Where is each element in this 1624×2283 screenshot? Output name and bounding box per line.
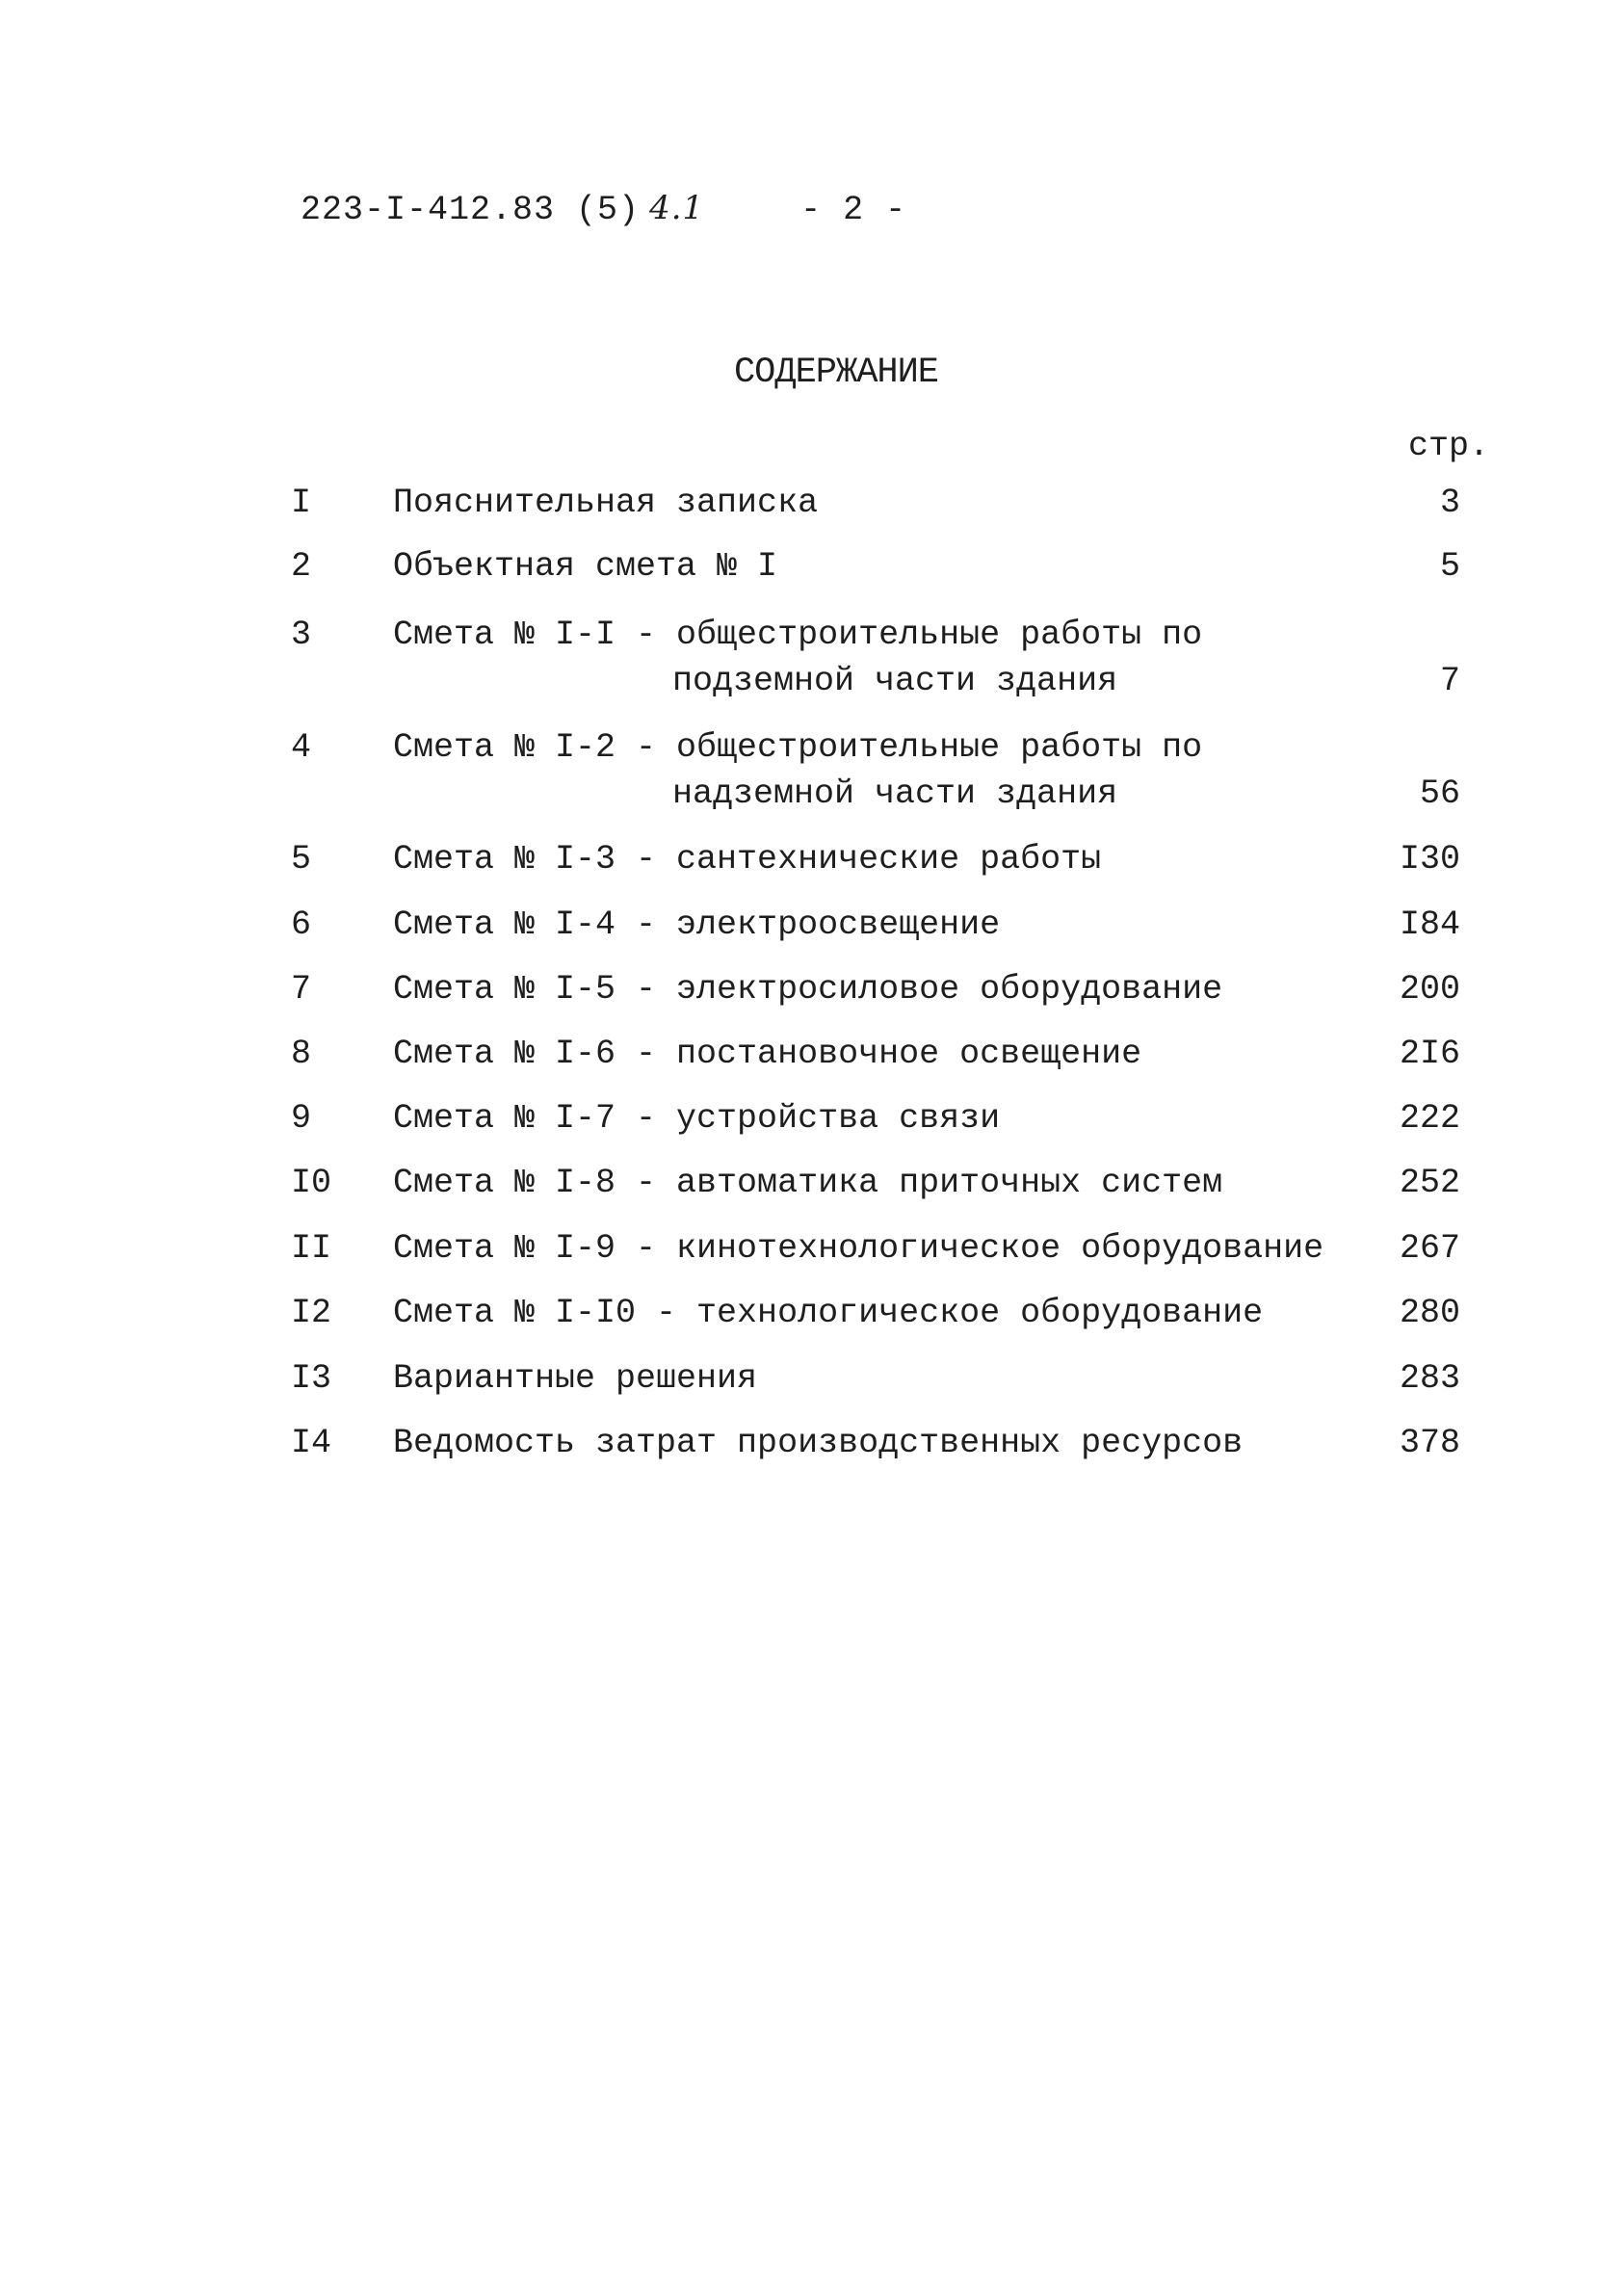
toc-entry-page: 283 — [1399, 1359, 1460, 1398]
handwritten-mark: 4.1 — [649, 189, 705, 227]
toc-entry-page: 267 — [1399, 1229, 1460, 1268]
toc-entry-number: 7 — [291, 970, 312, 1009]
toc-entry-title: Смета № I-9 - кинотехнологическое оборудование — [393, 1229, 1324, 1268]
toc-entry-number: I2 — [291, 1294, 332, 1332]
toc-entry-title: Смета № I-6 - постановочное освещение — [393, 1035, 1142, 1073]
toc-entry-number: 5 — [291, 840, 312, 879]
toc-entry-page: 2I6 — [1399, 1035, 1460, 1073]
toc-entry-number: I0 — [291, 1164, 332, 1202]
toc-entry-title: Смета № I-8 - автоматика приточных систем — [393, 1164, 1223, 1202]
toc-entry-page: 56 — [1419, 774, 1460, 813]
toc-entry-title: Смета № I-5 - электросиловое оборудование — [393, 970, 1223, 1009]
page-column-label: стр. — [1408, 427, 1490, 465]
toc-entry-title-continued: надземной части здания — [672, 774, 1118, 813]
toc-entry-page: 200 — [1399, 970, 1460, 1009]
toc-entry-title: Смета № I-3 - сантехнические работы — [393, 840, 1102, 879]
toc-entry-number: 3 — [291, 616, 312, 654]
toc-entry-page: 3 — [1439, 484, 1460, 522]
toc-entry-title: Смета № I-I0 - технологическое оборудование — [393, 1294, 1264, 1332]
toc-entry-page: 252 — [1399, 1164, 1460, 1202]
toc-entry-number: I4 — [291, 1424, 332, 1462]
toc-entry-page: 5 — [1439, 547, 1460, 586]
toc-entry-number: 8 — [291, 1035, 312, 1073]
toc-entry-number: 9 — [291, 1099, 312, 1138]
toc-entry-title: Объектная смета № I — [393, 547, 778, 586]
toc-entry-number: 6 — [291, 905, 312, 944]
toc-entry-title: Пояснительная записка — [393, 484, 819, 522]
toc-entry-title: Смета № I-7 - устройства связи — [393, 1099, 1001, 1138]
toc-entry-number: II — [291, 1229, 332, 1268]
document-code: 223-I-412.83 (5) — [301, 191, 641, 229]
toc-entry-page: 7 — [1439, 662, 1460, 700]
toc-entry-number: I — [291, 484, 312, 522]
toc-entry-title: Вариантные решения — [393, 1359, 758, 1398]
toc-entry-page: I84 — [1399, 905, 1460, 944]
toc-entry-title: Смета № I-2 - общестроительные работы по — [393, 728, 1203, 767]
toc-entry-page: 378 — [1399, 1424, 1460, 1462]
toc-entry-number: 2 — [291, 547, 312, 586]
toc-entry-page: 222 — [1399, 1099, 1460, 1138]
page-number: - 2 - — [800, 191, 907, 229]
toc-entry-page: I30 — [1399, 840, 1460, 879]
toc-entry-number: 4 — [291, 728, 312, 767]
toc-entry-page: 280 — [1399, 1294, 1460, 1332]
page-title: СОДЕРЖАНИЕ — [733, 353, 939, 393]
toc-entry-title: Смета № I-I - общестроительные работы по — [393, 616, 1203, 654]
toc-entry-title-continued: подземной части здания — [672, 662, 1118, 700]
toc-entry-title: Ведомость затрат производственных ресурсов — [393, 1424, 1244, 1462]
toc-entry-number: I3 — [291, 1359, 332, 1398]
toc-entry-title: Смета № I-4 - электроосвещение — [393, 905, 1001, 944]
